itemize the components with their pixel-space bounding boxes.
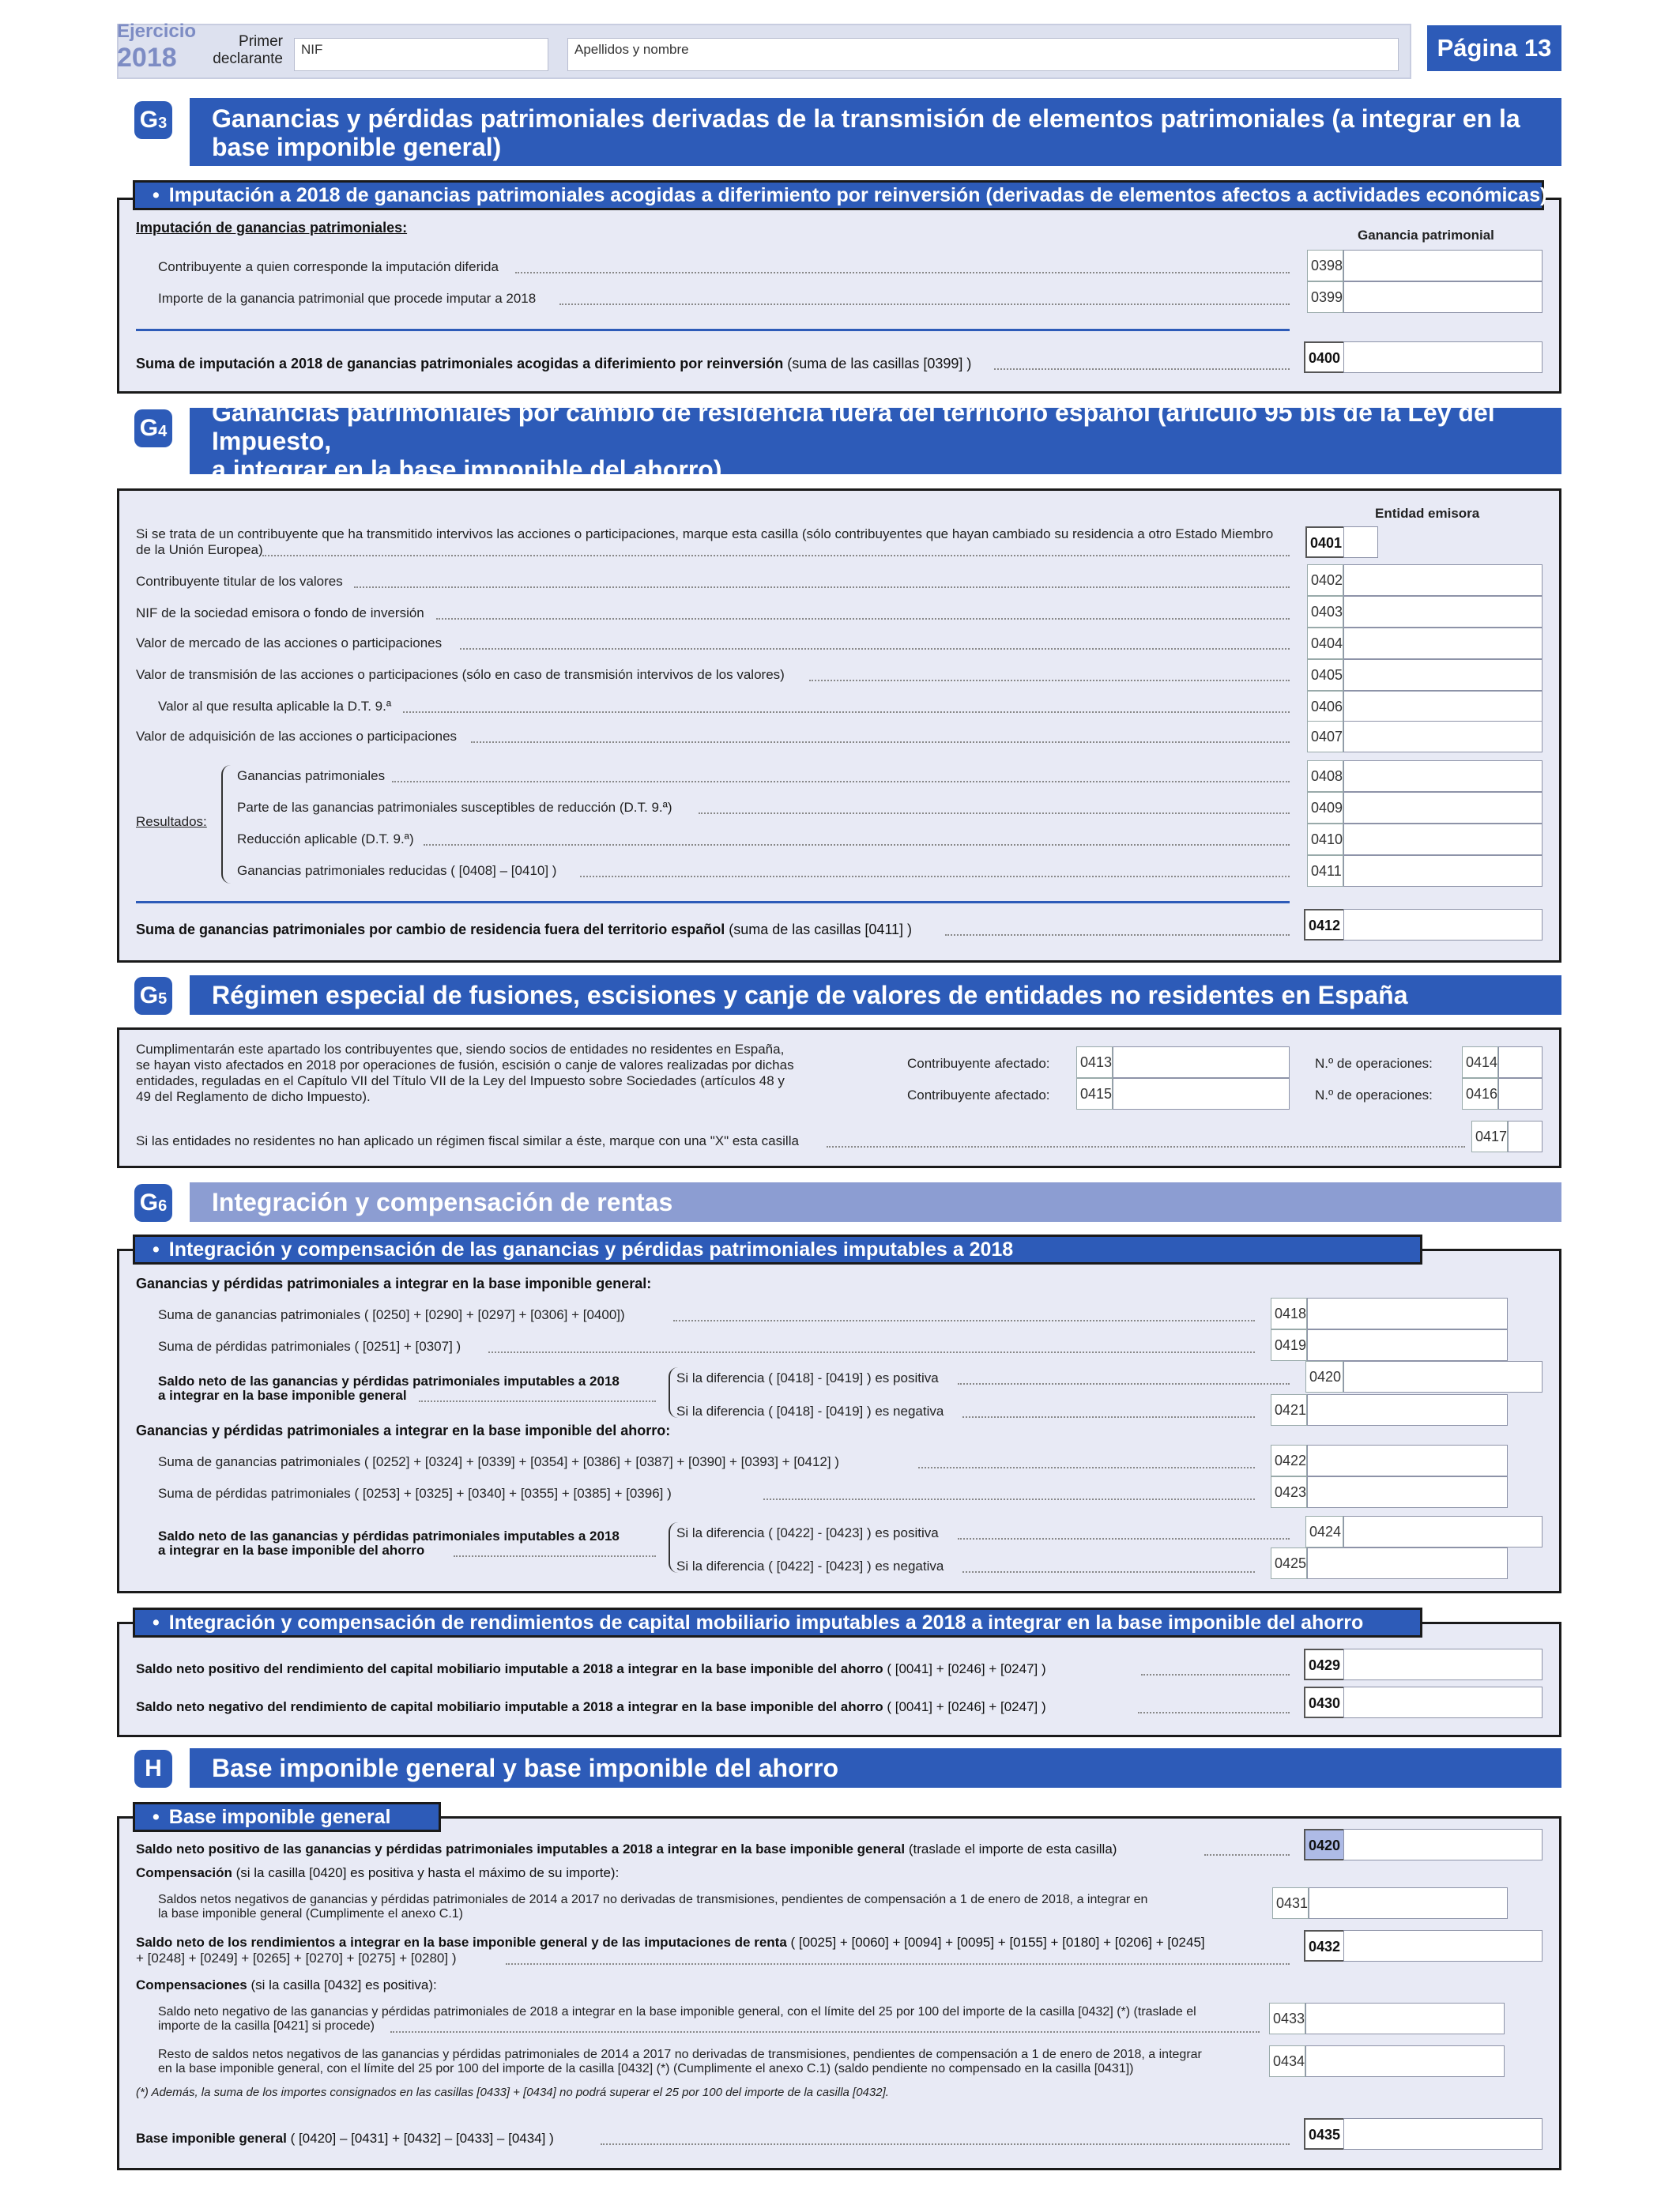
g4-row-5: Valor al que resulta aplicable la D.T. 9.ª [158,699,392,714]
input-0431[interactable] [1309,1887,1508,1919]
code-0400: 0400 [1304,341,1345,373]
code-0418: 0418 [1271,1298,1307,1329]
page-number: Página 13 [1427,25,1561,71]
input-0405[interactable] [1343,659,1543,691]
g5-text-3: entidades, reguladas en el Capítulo VII del Título VII de la Ley del Impuesto sobre Sociedades (artículos 48 y [136,1073,785,1088]
code-0423: 0423 [1271,1476,1307,1508]
checkbox-0417[interactable] [1508,1121,1543,1152]
h-line-1: Saldo neto positivo de las ganancias y pérdidas patrimoniales imputables a 2018 a integrar en la base imponible general (traslade el importe de esta casilla) [136,1842,1117,1857]
input-0414[interactable] [1498,1046,1543,1078]
section-title-g6: Integración y compensación de rentas [190,1182,1561,1222]
code-0431: 0431 [1272,1887,1309,1919]
code-0407: 0407 [1307,721,1343,752]
nombre-field[interactable] [567,38,1399,71]
nif-label: NIF [301,42,323,57]
code-0429: 0429 [1304,1649,1345,1680]
g6-heading-2: Ganancias y pérdidas patrimoniales a integrar en la base imponible del ahorro: [136,1423,671,1438]
input-0399[interactable] [1343,281,1543,313]
code-0435: 0435 [1304,2118,1345,2150]
code-0432: 0432 [1304,1930,1345,1962]
input-0412[interactable] [1343,909,1543,941]
h-line-4c: + [0248] + [0249] + [0265] + [0270] + [0275] + [0280] ) [136,1951,457,1966]
code-0402: 0402 [1307,564,1343,596]
code-0424: 0424 [1305,1516,1343,1547]
h-line-6b: importe de la casilla [0421] si procede) [158,2019,375,2033]
code-0409: 0409 [1307,792,1343,824]
input-0420-b[interactable] [1343,1829,1543,1860]
input-0430[interactable] [1343,1687,1543,1718]
input-0403[interactable] [1343,596,1543,628]
code-0415: 0415 [1076,1078,1113,1110]
g6-mob-1: Saldo neto positivo del rendimiento del capital mobiliario imputable a 2018 a integrar en la base imponible del ahorro ( [0041] + [0246] + [0247] ) [136,1661,1046,1676]
code-0422: 0422 [1271,1445,1307,1476]
code-0412: 0412 [1304,909,1345,941]
input-0420-a[interactable] [1343,1361,1543,1393]
g3-row-2: Importe de la ganancia patrimonial que procede imputar a 2018 [158,291,537,306]
input-0435[interactable] [1343,2118,1543,2150]
g4-row-3: Valor de mercado de las acciones o participaciones [136,635,443,650]
g6-row-2: Suma de pérdidas patrimoniales ( [0251] + [0307] ) [158,1339,461,1354]
g6-saldo-2a: Saldo neto de las ganancias y pérdidas patrimoniales imputables a 2018 [158,1529,620,1544]
input-0416[interactable] [1498,1078,1543,1110]
g4-row-9: Reducción aplicable (D.T. 9.ª) [237,831,414,846]
section-title-g5: Régimen especial de fusiones, escisiones y canje de valores de entidades no residentes en España [190,975,1561,1015]
code-0430: 0430 [1304,1687,1345,1718]
section-title-g3: Ganancias y pérdidas patrimoniales derivadas de la transmisión de elementos patrimoniales (a integrar en la base imponible general) [190,98,1561,166]
g4-row-10: Ganancias patrimoniales reducidas ( [0408] – [0410] ) [237,863,557,878]
input-0406[interactable] [1343,691,1543,722]
g4-row-2: NIF de la sociedad emisora o fondo de inversión [136,605,424,620]
code-0414: 0414 [1462,1046,1498,1078]
code-0410: 0410 [1307,824,1343,855]
input-0407[interactable] [1343,721,1543,752]
input-0432[interactable] [1343,1930,1543,1962]
g4-row-8: Parte de las ganancias patrimoniales susceptibles de reducción (D.T. 9.ª) [237,800,672,815]
g6-pos-2: Si la diferencia ( [0422] - [0423] ) es positiva [676,1525,939,1540]
code-0403: 0403 [1307,596,1343,628]
h-line-4: Saldo neto de los rendimientos a integrar en la base imponible general y de las imputaciones de renta ( [0025] + [0060] + [0094] + [0095] + [0155] + [0180] + [0206] + [0245] [136,1935,1205,1950]
g4-col-header: Entidad emisora [1375,506,1480,521]
input-0423[interactable] [1307,1476,1508,1508]
g4-row-1: Contribuyente titular de los valores [136,574,343,589]
code-0420-b: 0420 [1304,1829,1345,1860]
h-line-3a: Saldos netos negativos de ganancias y pérdidas patrimoniales de 2014 a 2017 no derivadas de transmisiones, pendientes de compensación a 1 de enero de 2018, a integrar en [158,1893,1148,1906]
subsection-bar-g6-b: • Integración y compensación de rendimientos de capital mobiliario imputables a 2018 a integrar en la base imponible del ahorro [133,1608,1422,1638]
nombre-label: Apellidos y nombre [574,42,689,57]
code-0413: 0413 [1076,1046,1113,1078]
h-line-7b: en la base imponible general, con el límite del 25 por 100 del importe de la casilla [0432] (*) (Cumplimente el anexo C.1) (saldo pendiente no compensado en la casilla [0431]) [158,2062,1134,2075]
g6-neg-1: Si la diferencia ( [0418] - [0419] ) es negativa [676,1404,944,1419]
g6-saldo-2b: a integrar en la base imponible del ahorro [158,1543,425,1558]
g4-row-0a: Si se trata de un contribuyente que ha transmitido intervivos las acciones o participaciones, marque esta casilla (sólo contribuyentes que hayan cambiado su residencia a otro Estado Miembro [136,526,1274,541]
g6-mob-2: Saldo neto negativo del rendimiento de capital mobiliario imputable a 2018 a integrar en la base imponible del ahorro ( [0041] + [0246] + [0247] ) [136,1699,1046,1714]
g3-sum: Suma de imputación a 2018 de ganancias patrimoniales acogidas a diferimiento por reinversión (suma de las casillas [0399] ) [136,356,972,371]
code-0406: 0406 [1307,691,1343,722]
section-badge-h: H [134,1750,172,1788]
code-0425: 0425 [1271,1547,1307,1579]
g5-afectado-1: Contribuyente afectado: [907,1056,1050,1071]
h-line-6a: Saldo neto negativo de las ganancias y pérdidas patrimoniales de 2018 a integrar en la base imponible general, con el límite del 25 por 100 del importe de la casilla [0432] (*) (traslade el [158,2005,1196,2019]
code-0433: 0433 [1269,2003,1305,2034]
g3-row-1: Contribuyente a quien corresponde la imputación diferida [158,259,499,274]
input-0411[interactable] [1343,855,1543,887]
g6-saldo-1b: a integrar en la base imponible general [158,1388,407,1403]
section-badge-g6: G $_6$ [134,1184,172,1222]
input-0413[interactable] [1113,1046,1290,1078]
h-line-8: Base imponible general ( [0420] – [0431] + [0432] – [0433] – [0434] ) [136,2131,554,2146]
g5-afectado-2: Contribuyente afectado: [907,1088,1050,1103]
code-0404: 0404 [1307,628,1343,659]
input-0425[interactable] [1307,1547,1508,1579]
g6-saldo-1a: Saldo neto de las ganancias y pérdidas patrimoniales imputables a 2018 [158,1374,620,1389]
g4-row-0b: de la Unión Europea) [136,542,263,557]
subsection-bar-g3: • Imputación a 2018 de ganancias patrimoniales acogidas a diferimiento por reinversión (derivadas de elementos afectos a actividades económicas) [133,180,1544,210]
h-line-3b: la base imponible general (Cumplimente el anexo C.1) [158,1907,463,1921]
subsection-bar-h: • Base imponible general [133,1802,441,1832]
h-compensacion: Compensación (si la casilla [0420] es positiva y hasta el máximo de su importe): [136,1865,620,1880]
g4-resultados: Resultados: [136,814,207,829]
code-0411: 0411 [1307,855,1343,887]
section-title-h: Base imponible general y base imponible del ahorro [190,1748,1561,1788]
input-0433[interactable] [1305,2003,1505,2034]
input-0418[interactable] [1307,1298,1508,1329]
g4-row-7: Ganancias patrimoniales [237,768,386,783]
section-badge-g3: G $_3$ [134,101,172,139]
code-0421: 0421 [1271,1394,1307,1426]
g6-row-4: Suma de pérdidas patrimoniales ( [0253] + [0325] + [0340] + [0355] + [0385] + [0396] ) [158,1486,672,1501]
input-0402[interactable] [1343,564,1543,596]
g3-heading: Imputación de ganancias patrimoniales: [136,220,408,236]
section-title-g4: Ganancias patrimoniales por cambio de residencia fuera del territorio español (artículo 95 bis de la Ley del Impuesto, a integrar en la base imponible del ahorro) [190,408,1561,474]
g5-ops-1: N.º de operaciones: [1315,1056,1433,1071]
code-0399: 0399 [1307,281,1343,313]
g6-pos-1: Si la diferencia ( [0418] - [0419] ) es positiva [676,1370,939,1385]
h-footnote: (*) Además, la suma de los importes consignados en las casillas [0433] + [0434] no podrá superar el 25 por 100 del importe de la casilla [0432]. [136,2086,889,2099]
section-badge-g4: G $_4$ [134,409,172,447]
code-0417: 0417 [1471,1121,1508,1152]
ejercicio-label: Ejercicio [117,21,197,42]
input-0434[interactable] [1305,2045,1505,2077]
code-0434: 0434 [1269,2045,1305,2077]
nif-field[interactable] [294,38,548,71]
g6-heading-1: Ganancias y pérdidas patrimoniales a integrar en la base imponible general: [136,1276,652,1291]
input-0410[interactable] [1343,824,1543,855]
input-0422[interactable] [1307,1445,1508,1476]
checkbox-0401[interactable] [1343,526,1378,558]
g3-col-header: Ganancia patrimonial [1358,228,1494,243]
input-0421[interactable] [1307,1394,1508,1426]
g4-row-4: Valor de transmisión de las acciones o participaciones (sólo en caso de transmisión intervivos de los valores) [136,667,785,682]
code-0420-a: 0420 [1305,1361,1343,1393]
g5-text-4: 49 del Reglamento de dicho Impuesto). [136,1089,371,1104]
code-0405: 0405 [1307,659,1343,691]
code-0401: 0401 [1305,526,1345,558]
code-0408: 0408 [1307,760,1343,792]
input-0429[interactable] [1343,1649,1543,1680]
input-0398[interactable] [1343,250,1543,281]
input-0400[interactable] [1343,341,1543,373]
subsection-bar-g6-a: • Integración y compensación de las ganancias y pérdidas patrimoniales imputables a 2018 [133,1235,1422,1265]
code-0419: 0419 [1271,1329,1307,1361]
ejercicio-year: 2018 [117,43,177,73]
input-0408[interactable] [1343,760,1543,792]
input-0419[interactable] [1307,1329,1508,1361]
section-badge-g5: G $_5$ [134,977,172,1015]
g5-text-1: Cumplimentarán este apartado los contribuyentes que, siendo socios de entidades no residentes en España, [136,1042,785,1057]
declarante-label: Primer declarante [213,33,283,67]
g5-text-2: se hayan visto afectados en 2018 por operaciones de fusión, escisión o canje de valores realizadas por dichas [136,1057,794,1072]
code-0398: 0398 [1307,250,1343,281]
g6-row-3: Suma de ganancias patrimoniales ( [0252] + [0324] + [0339] + [0354] + [0386] + [0387] + [0390] + [0393] + [0412] ) [158,1454,839,1469]
g6-row-1: Suma de ganancias patrimoniales ( [0250] + [0290] + [0297] + [0306] + [0400]) [158,1307,625,1322]
g6-neg-2: Si la diferencia ( [0422] - [0423] ) es negativa [676,1559,944,1574]
g5-ops-2: N.º de operaciones: [1315,1088,1433,1103]
h-compensaciones: Compensaciones (si la casilla [0432] es positiva): [136,1977,437,1992]
input-0404[interactable] [1343,628,1543,659]
g4-row-6: Valor de adquisición de las acciones o participaciones [136,729,458,744]
input-0415[interactable] [1113,1078,1290,1110]
brace [221,765,232,884]
input-0424[interactable] [1343,1516,1543,1547]
code-0416: 0416 [1462,1078,1498,1110]
g5-last: Si las entidades no residentes no han aplicado un régimen fiscal similar a éste, marque con una "X" esta casilla [136,1133,799,1148]
h-line-7a: Resto de saldos netos negativos de las ganancias y pérdidas patrimoniales de 2014 a 2017 no derivadas de transmisiones, pendientes de compensación a 1 de enero de 2018, a integrar [158,2048,1202,2061]
g4-sum: Suma de ganancias patrimoniales por cambio de residencia fuera del territorio español (suma de las casillas [0411] ) [136,922,913,937]
input-0409[interactable] [1343,792,1543,824]
